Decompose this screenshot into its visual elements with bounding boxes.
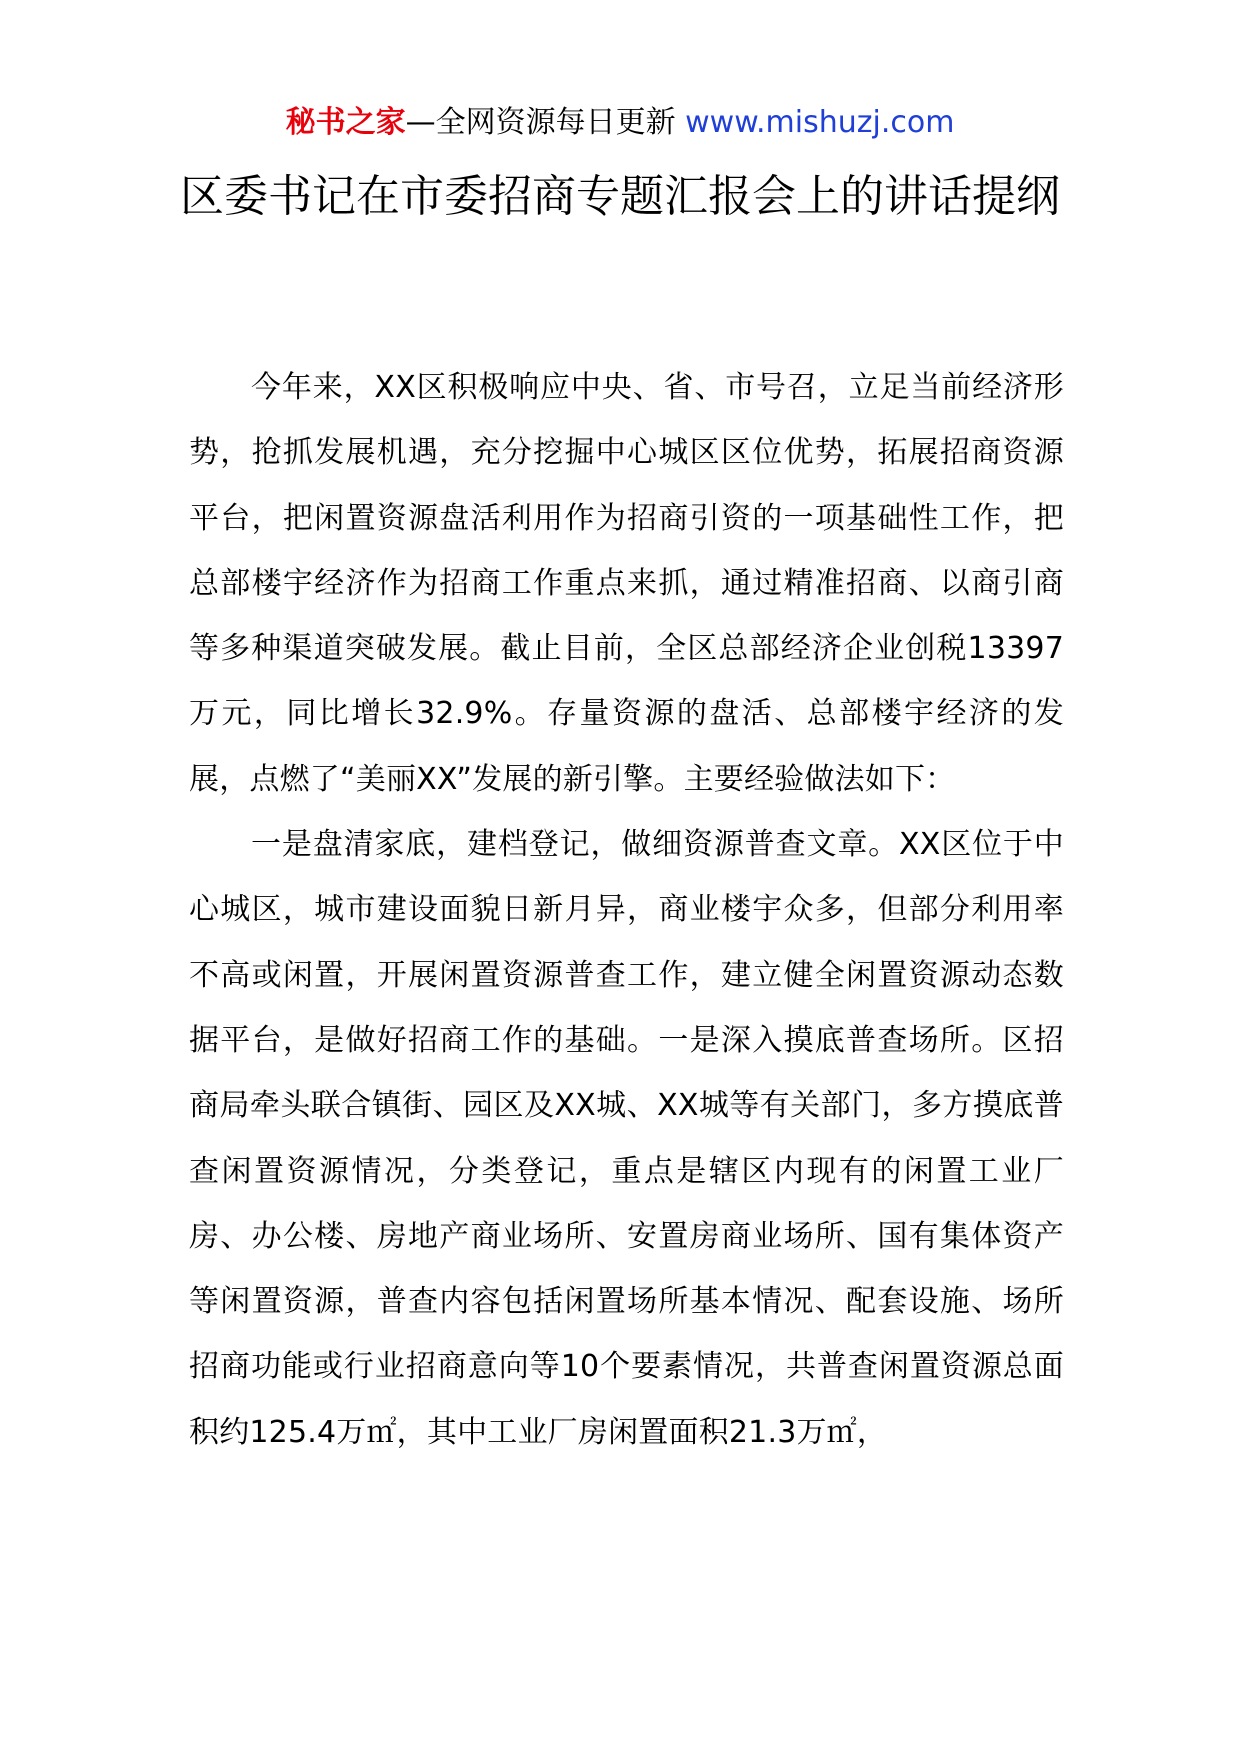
document-body [189, 355, 1064, 1465]
body-paragraph: 一是盘清家底，建档登记，做细资源普查文章。XX区位于中心城区，城市建设面貌日新月异，商业楼宇众多，但部分利用率不高或闲置，开展闲置资源普查工作，建立健全闲置资源动态数据平台，是做好招商工作的基础。一是深入摸底普查场所。区招商局牵头联合镇街、园区及XX城、XX城等有关部门，多方摸底普查闲置资源情况，分类登记，重点是辖区内现有的闲置工业厂房、办公楼、房地产商业场所、安置房商业场所、国有集体资产等闲置资源，普查内容包括闲置场所基本情况、配套设施、场所招商功能或行业招商意向等10个要素情况，共普查闲置资源总面积约125.4万㎡，其中工业厂房闲置面积21.3万㎡， [189, 827, 1064, 1450]
site-tagline: —全网资源每日更新 [405, 105, 686, 140]
site-header [0, 100, 1240, 146]
body-paragraph: 今年来，XX区积极响应中央、省、市号召，立足当前经济形势，抢抓发展机遇，充分挖掘中心城区区位优势，拓展招商资源平台，把闲置资源盘活利用作为招商引资的一项基础性工作，把总部楼宇经济作为招商工作重点来抓，通过精准招商、以商引商等多种渠道突破发展。截止目前，全区总部经济企业创税13397万元，同比增长32.9%。存量资源的盘活、总部楼宇经济的发展，点燃了“美丽XX”发展的新引擎。主要经验做法如下： [189, 370, 1064, 797]
site-url-link[interactable]: www.mishuzj.com [685, 105, 955, 140]
document-title: 区委书记在市委招商专题汇报会上的讲话提纲 [180, 171, 1060, 222]
brand-name: 秘书之家 [285, 105, 406, 140]
